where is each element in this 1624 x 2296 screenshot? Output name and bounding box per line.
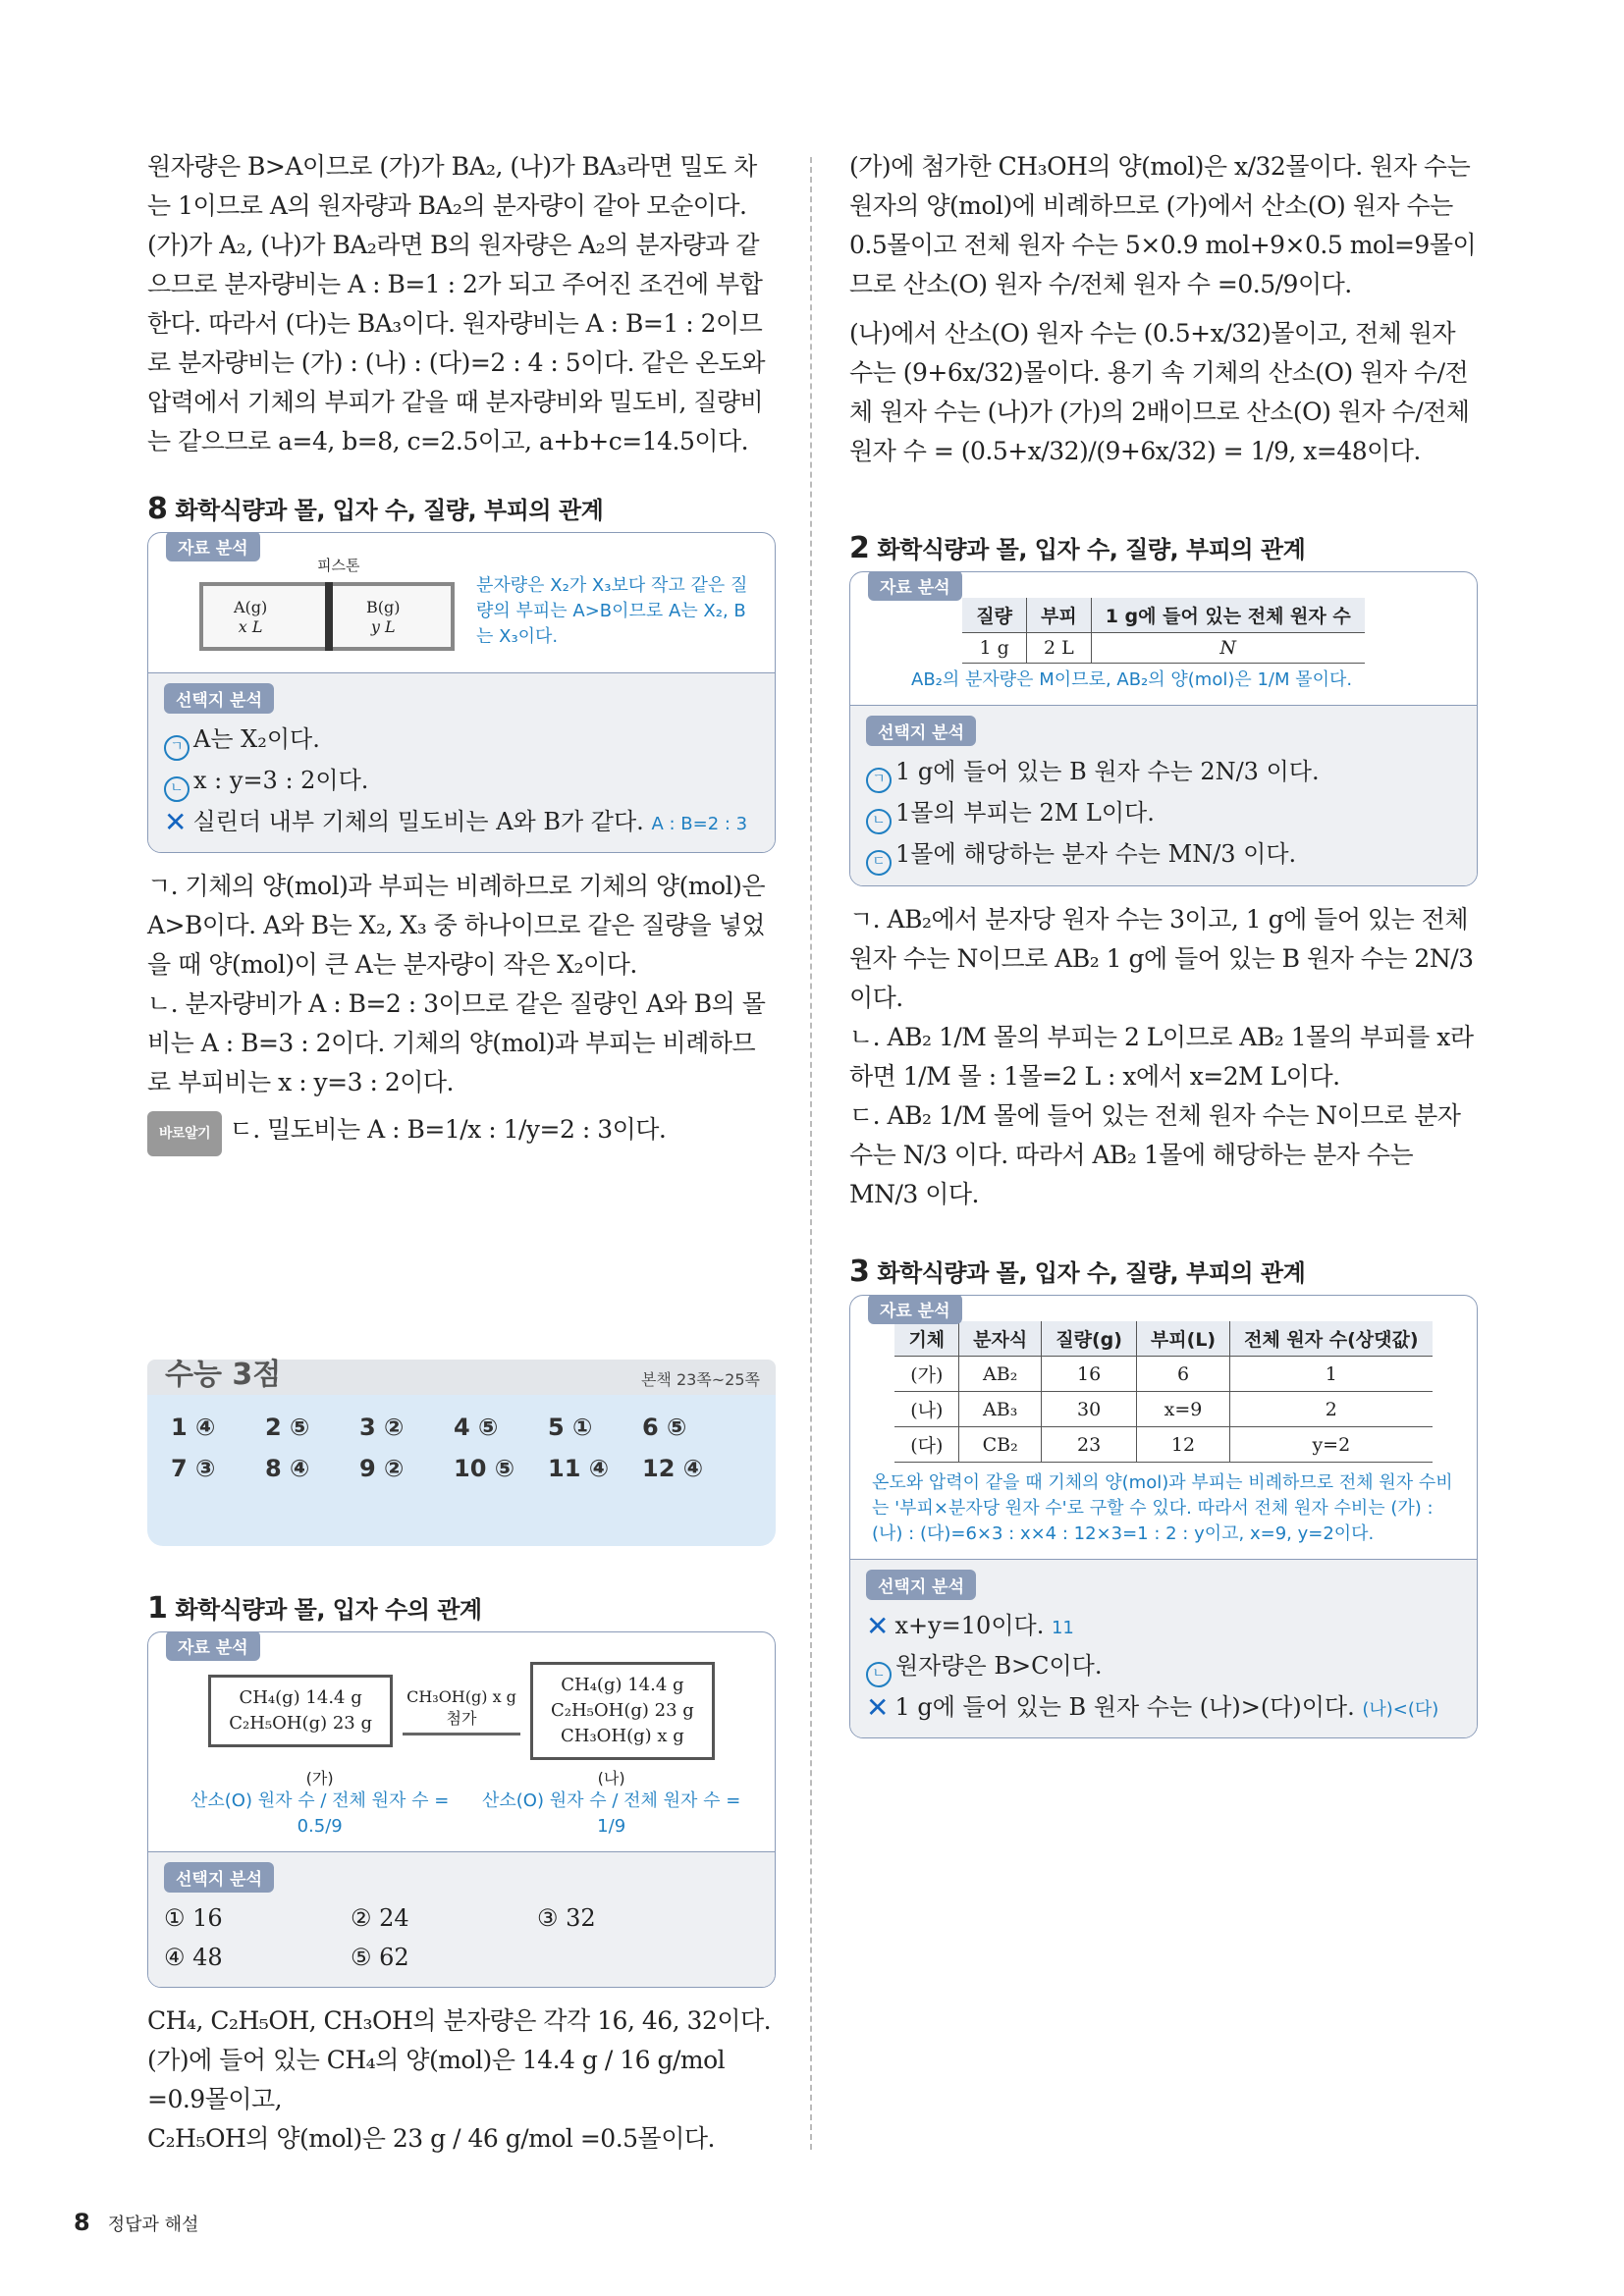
left-column (147, 147, 776, 2153)
q8-fix: 바로알기 ㄷ. 밀도비는 A : B=1/x : 1/y=2 : 3이다. (147, 1110, 776, 1156)
q2-explanation-2: ㄴ. AB₂ 1/M 몰의 부피는 2 L이므로 AB₂ 1몰의 부피를 x라 하면 1/M 몰 : 1몰=2 L : x에서 x=2M L이다. (849, 1023, 1474, 1091)
q1-continued-2: (나)에서 산소(O) 원자 수는 (0.5+x/32)몰이고, 전체 원자 수는 (9+6x/32)몰이다. 용기 속 기체의 산소(O) 원자 수/전체 원자 수는 (나)가 (가)의 2배이므로 산소(O) 원자 수/전체 원자 수 = (0.5+x/32)/(9+6x/32) = 1/9, x=48이다. (849, 319, 1470, 465)
add-arrow: CH₃OH(g) x g 첨가 (403, 1687, 520, 1735)
intro-paragraph: 원자량은 B>A이므로 (가)가 BA₂, (나)가 BA₃라면 밀도 차는 1이므로 A의 원자량과 BA₂의 분자량이 같아 모순이다. (가)가 A₂, (나)가 BA₂라면 B의 원자량은 A₂의 분자량과 같으므로 분자량비는 A : B=1 : 2가 되고 주어진 조건에 부합한다. 따라서 (다)는 BA₃이다. 원자량비는 A : B=1 : 2이므로 분자량비는 (가) : (나) : (다)=2 : 4 : 5이다. 같은 온도와 압력에서 기체의 부피가 같을 때 분자량비와 밀도비, 질량비는 같으므로 a=4, b=8, c=2.5이고, a+b+c=14.5이다. (147, 152, 766, 455)
q8-choices: 선택지 분석 ㄱ A는 X₂이다. ㄴ x : y=3 : 2이다. ✕ 실린더 내부 기체의 밀도비는 A와 B가 같다. A : B=2 : 3 (148, 672, 775, 852)
choice-item: ㄱ A는 X₂이다. (164, 720, 759, 761)
q3-panel: 자료 분석 기체 분자식 질량(g) 부피(L) 전체 원자 수(상댓값) (가) AB₂ 16 6 1 (나) AB₃ 30 x=9 2 (다) CB₂ 23 12 y=2 온도와 압력이 같을 때 기체의 양(mol)과 부피는 비례하므로 전체 원자 수비는 '부피×분자당 원자 수'로 구할 수 있다. 따라서 전체 원자 수비는 (가) : (나) : (다)=6×3 : x×4 : 12×3=1 : 2 : y이고, x=9, y=2이다. 선택지 분석 ✕ x+y=10이다. 11 ㄴ 원자량은 B>C이다. ✕ 1 g에 들어 있는 B 원자 수는 (나)>(다)이다. (나)<(다) (849, 1295, 1478, 1738)
q1-explanation-3: C₂H₅OH의 양(mol)은 23 g / 46 g/mol =0.5몰이다. (147, 2124, 715, 2153)
choice-item: ㄴ x : y=3 : 2이다. (164, 761, 759, 802)
q3-choices: 선택지 분석 ✕ x+y=10이다. 11 ㄴ 원자량은 B>C이다. ✕ 1 g에 들어 있는 B 원자 수는 (나)>(다)이다. (나)<(다) (850, 1559, 1477, 1737)
sunung-pages: 본책 23쪽~25쪽 (640, 1370, 760, 1389)
q8-explanation-2: ㄴ. 분자량비가 A : B=2 : 3이므로 같은 질량인 A와 B의 몰비는 A : B=3 : 2이다. 기체의 양(mol)과 부피는 비례하므로 부피비는 x : y=3 : 2이다. (147, 989, 766, 1096)
q2-explanation-1: ㄱ. AB₂에서 분자당 원자 수는 3이고, 1 g에 들어 있는 전체 원자 수는 N이므로 AB₂ 1 g에 들어 있는 B 원자 수는 2N/3 이다. (849, 905, 1474, 1012)
q8-heading: 8 화학식량과 몰, 입자 수, 질량, 부피의 관계 (147, 492, 604, 526)
data-analysis-tag: 자료 분석 (166, 532, 260, 561)
q2-heading: 2 화학식량과 몰, 입자 수, 질량, 부피의 관계 (849, 531, 1306, 565)
answer-grid: 1 ④ 2 ⑤ 3 ② 4 ⑤ 5 ① 6 ⑤ 7 ③ 8 ④ 9 ② 10 ⑤ 11 ④ 12 ④ (147, 1395, 776, 1546)
ratio-ga: 산소(O) 원자 수 / 전체 원자 수 = 0.5/9 (190, 1790, 450, 1837)
q1-panel: 자료 분석 CH₄(g) 14.4 g C₂H₅OH(g) 23 g CH₃OH(g) x g 첨가 CH₄(g) 14.4 g C₂H₅OH(g) 23 g CH₃OH(g) x g (가) 산소(O) 원자 수 / 전체 원자 수 = 0.5/9 (나) 산소(O) 원자 수 / 전체 원자 수 = 1/9 선택지 분석 ① 16 ② 24 ③ 32 ④ 48 ⑤ 62 (147, 1631, 776, 1988)
cylinder-diagram: 피스톤 A(g) x L B(g) y L (170, 562, 455, 661)
q2-explanation-3: ㄷ. AB₂ 1/M 몰에 들어 있는 전체 원자 수는 N이므로 분자 수는 N/3 이다. 따라서 AB₂ 1몰에 해당하는 분자 수는 MN/3 이다. (849, 1101, 1461, 1208)
q1-continued-1: (가)에 첨가한 CH₃OH의 양(mol)은 x/32몰이다. 원자 수는 원자의 양(mol)에 비례하므로 (가)에서 산소(O) 원자 수는 0.5몰이고 전체 원자 수는 5×0.9 mol+9×0.5 mol=9몰이므로 산소(O) 원자 수/전체 원자 수 =0.5/9이다. (849, 152, 1477, 298)
q1-explanation-1: CH₄, C₂H₅OH, CH₃OH의 분자량은 각각 16, 46, 32이다. (147, 2006, 772, 2035)
column-divider (810, 157, 812, 2150)
sunung-answer-box (147, 1360, 776, 1546)
q8-explanation-1: ㄱ. 기체의 양(mol)과 부피는 비례하므로 기체의 양(mol)은 A>B이다. A와 B는 X₂, X₃ 중 하나이므로 같은 질량을 넣었을 때 양(mol)이 큰 A는 분자량이 작은 X₂이다. (147, 872, 765, 979)
footer-label: 정답과 해설 (107, 2215, 199, 2235)
q1-choices: 선택지 분석 ① 16 ② 24 ③ 32 ④ 48 ⑤ 62 (148, 1851, 775, 1987)
flask-na: CH₄(g) 14.4 g C₂H₅OH(g) 23 g CH₃OH(g) x g (530, 1662, 715, 1760)
q2-panel: 자료 분석 질량 부피 1 g에 들어 있는 전체 원자 수 1 g 2 L N AB₂의 분자량은 M이므로, AB₂의 양(mol)은 1/M 몰이다. 선택지 분석 ㄱ 1 g에 들어 있는 B 원자 수는 2N/3 이다. ㄴ 1몰의 부피는 2M L이다. ㄷ 1몰에 해당하는 분자 수는 MN/3 이다. (849, 571, 1478, 886)
flask-ga: CH₄(g) 14.4 g C₂H₅OH(g) 23 g (208, 1675, 393, 1747)
q3-table: 기체 분자식 질량(g) 부피(L) 전체 원자 수(상댓값) (가) AB₂ 16 6 1 (나) AB₃ 30 x=9 2 (다) CB₂ 23 12 y=2 (894, 1321, 1432, 1463)
page-number: 8 (74, 2209, 90, 2236)
sunung-title: 수능 3점 (165, 1358, 282, 1392)
q3-note: 온도와 압력이 같을 때 기체의 양(mol)과 부피는 비례하므로 전체 원자 수비는 '부피×분자당 원자 수'로 구할 수 있다. 따라서 전체 원자 수비는 (가) : (나) : (다)=6×3 : x×4 : 12×3=1 : 2 : y이고, x=9, y=2이다. (872, 1472, 1453, 1544)
q2-table: 질량 부피 1 g에 들어 있는 전체 원자 수 1 g 2 L N (962, 598, 1365, 664)
q1-explanation-2: (가)에 들어 있는 CH₄의 양(mol)은 14.4 g / 16 g/mol =0.9몰이고, (147, 2046, 726, 2113)
choice-item: ✕ 실린더 내부 기체의 밀도비는 A와 B가 같다. A : B=2 : 3 (164, 806, 748, 838)
right-column (849, 147, 1478, 1738)
q2-note: AB₂의 분자량은 M이므로, AB₂의 양(mol)은 1/M 몰이다. (911, 669, 1353, 690)
q2-choices: 선택지 분석 ㄱ 1 g에 들어 있는 B 원자 수는 2N/3 이다. ㄴ 1몰의 부피는 2M L이다. ㄷ 1몰에 해당하는 분자 수는 MN/3 이다. (850, 705, 1477, 885)
q1-heading: 1 화학식량과 몰, 입자 수의 관계 (147, 1591, 482, 1626)
ratio-na: 산소(O) 원자 수 / 전체 원자 수 = 1/9 (482, 1790, 741, 1837)
q3-heading: 3 화학식량과 몰, 입자 수, 질량, 부피의 관계 (849, 1255, 1306, 1289)
q8-panel (147, 532, 776, 853)
q8-note: 분자량은 X₂가 X₃보다 작고 같은 질량의 부피는 A>B이므로 A는 X₂, B는 X₃이다. (476, 575, 748, 647)
page-footer (74, 2209, 198, 2236)
